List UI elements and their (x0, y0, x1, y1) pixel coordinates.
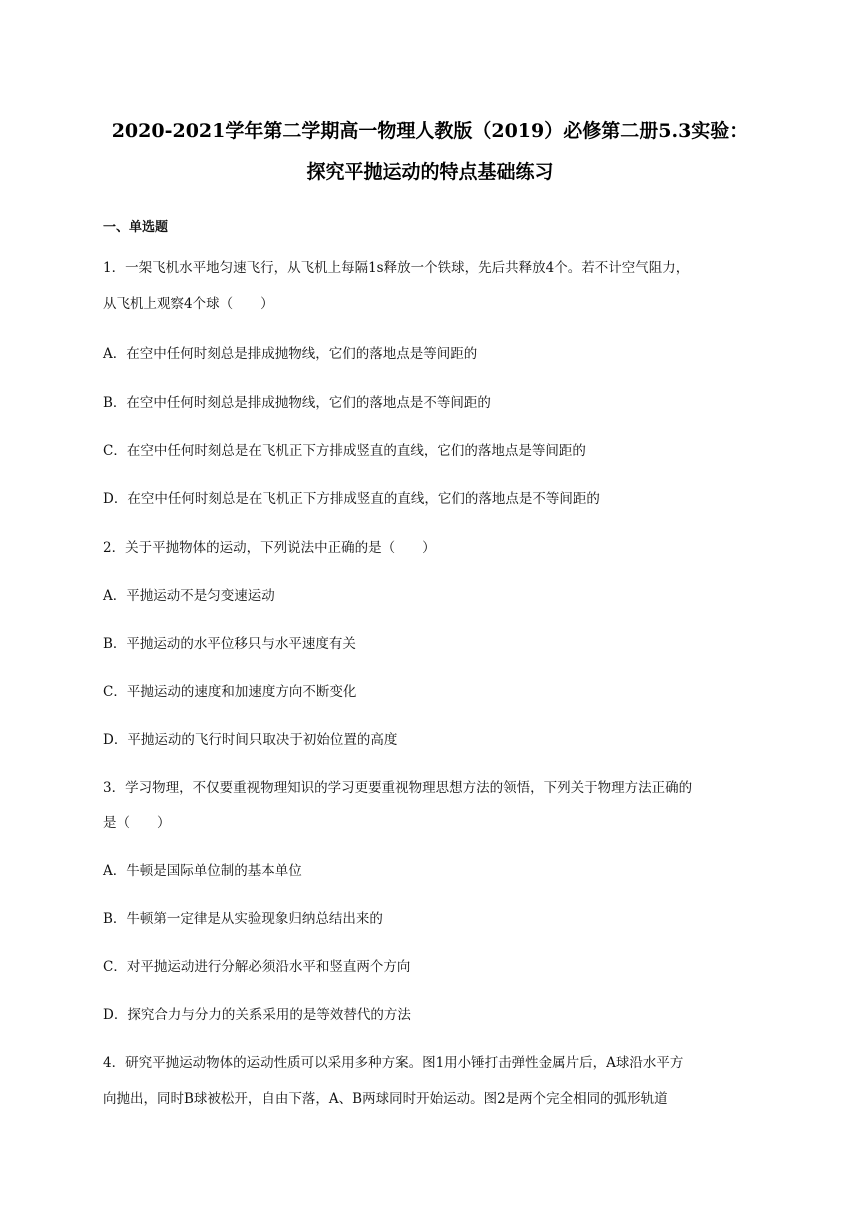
question-4-stem-line-1: 4．研究平抛运动物体的运动性质可以采用多种方案。图1用小锤打击弹性金属片后，A球沿水平方 (103, 1055, 684, 1071)
question-3-stem-line-1: 3．学习物理，不仅要重视物理知识的学习更要重视物理思想方法的领悟，下列关于物理方法正确的 (103, 780, 693, 796)
section-heading: 一、单选题 (103, 220, 169, 235)
document-title-line-2: 探究平抛运动的特点基础练习 (306, 161, 554, 183)
question-1-option-d: D．在空中任何时刻总是在飞机正下方排成竖直的直线，它们的落地点是不等间距的 (103, 491, 600, 507)
question-3-option-c: C．对平抛运动进行分解必须沿水平和竖直两个方向 (103, 959, 411, 975)
question-4-stem-line-2: 向抛出，同时B球被松开，自由下落，A、B两球同时开始运动。图2是两个完全相同的弧形轨道 (103, 1091, 668, 1107)
question-1-option-c: C．在空中任何时刻总是在飞机正下方排成竖直的直线，它们的落地点是等间距的 (103, 443, 586, 459)
question-3-option-a: A．牛顿是国际单位制的基本单位 (103, 863, 302, 879)
question-2-option-a: A．平抛运动不是匀变速运动 (103, 588, 275, 604)
question-2-option-d: D．平抛运动的飞行时间只取决于初始位置的高度 (103, 732, 398, 748)
question-2-option-b: B．平抛运动的水平位移只与水平速度有关 (103, 636, 356, 652)
question-1-stem-line-1: 1．一架飞机水平地匀速飞行，从飞机上每隔1s释放一个铁球，先后共释放4个。若不计空气阻力， (103, 260, 690, 276)
question-2-option-c: C．平抛运动的速度和加速度方向不断变化 (103, 684, 357, 700)
question-1-option-b: B．在空中任何时刻总是排成抛物线，它们的落地点是不等间距的 (103, 395, 491, 411)
question-2-stem-line-1: 2．关于平抛物体的运动，下列说法中正确的是（ ） (103, 540, 436, 556)
question-3-option-b: B．牛顿第一定律是从实验现象归纳总结出来的 (103, 911, 383, 927)
question-3-stem-line-2: 是（ ） (103, 815, 171, 831)
document-title-line-1: 2020-2021学年第二学期高一物理人教版（2019）必修第二册5.3实验： (111, 120, 749, 142)
question-1-stem-line-2: 从飞机上观察4个球（ ） (103, 296, 274, 312)
question-1-option-a: A．在空中任何时刻总是排成抛物线，它们的落地点是等间距的 (103, 346, 478, 362)
question-3-option-d: D．探究合力与分力的关系采用的是等效替代的方法 (103, 1007, 411, 1023)
